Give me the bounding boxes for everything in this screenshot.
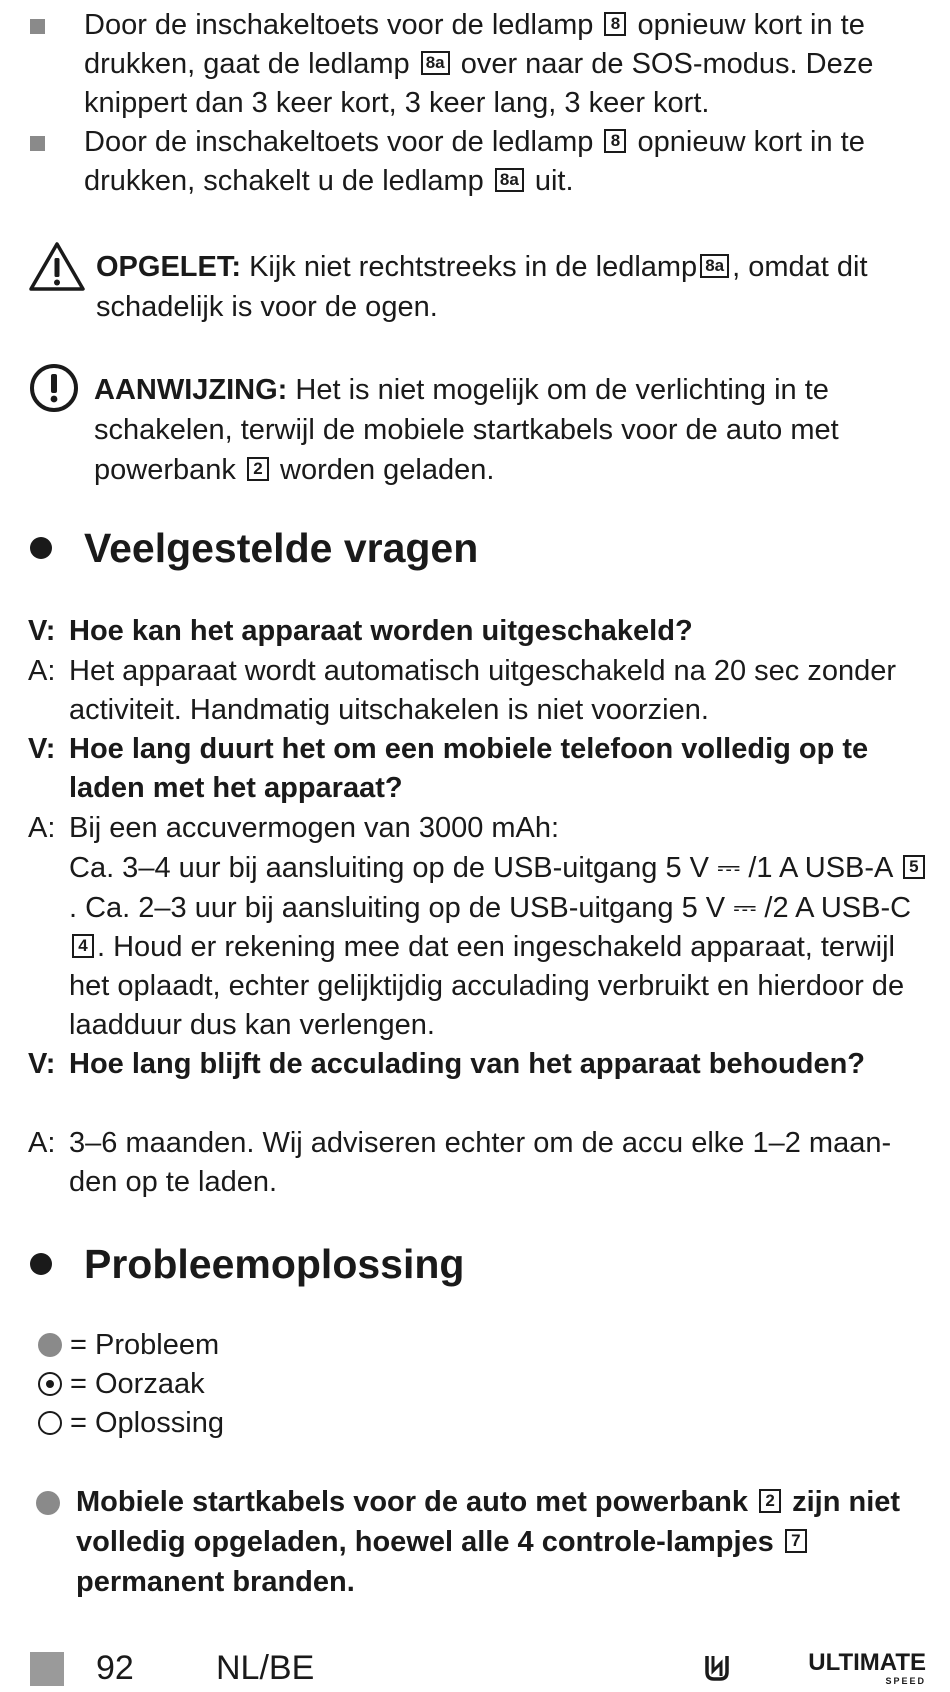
filled-circle-icon bbox=[36, 1491, 60, 1515]
faq-question: V: Hoe kan het apparaat worden uitgeschakeld? bbox=[28, 615, 693, 647]
answer-text: . Ca. 2–3 uur bij aansluiting op de USB-uitgang 5 V bbox=[69, 892, 726, 924]
legend-item-solution: = Oplossing bbox=[38, 1404, 224, 1443]
bullet-text: Door de inschakeltoets voor de ledlamp bbox=[84, 9, 594, 41]
problem-text: zijn niet volledig opgeladen, hoewel alle 4 controle-lampjes bbox=[76, 1486, 901, 1558]
brand-logo bbox=[686, 1648, 926, 1688]
warning-triangle-icon bbox=[28, 241, 86, 293]
notice-label: AANWIJZING: bbox=[94, 374, 288, 406]
heading-text: Veelgestelde vragen bbox=[84, 525, 479, 571]
part-ref-badge: 2 bbox=[247, 457, 269, 481]
warning-label: OPGELET: bbox=[96, 251, 242, 283]
legend-item-cause: = Oorzaak bbox=[38, 1365, 205, 1404]
empty-circle-icon bbox=[38, 1411, 62, 1435]
answer-text: /2 A USB-C bbox=[764, 892, 912, 924]
problem-text: Mobiele startkabels voor de auto met powerbank bbox=[76, 1486, 748, 1518]
bullet-text: opnieuw kort in te drukken, gaat de ledlamp bbox=[84, 9, 865, 80]
notice-text: Het is niet mogelijk om de verlichting in te schakelen, terwijl de mobiele startkabels voor de auto met powerbank bbox=[94, 374, 839, 486]
footer-square-icon bbox=[30, 1652, 64, 1686]
answer-text: Bij een accuvermogen van 3000 mAh: bbox=[69, 812, 560, 844]
dc-symbol-icon: ⎓ bbox=[733, 890, 757, 924]
filled-circle-icon bbox=[38, 1333, 62, 1357]
faq-question: V: Hoe lang blijft de acculading van het apparaat behouden? bbox=[28, 1048, 865, 1080]
section-heading-troubleshooting bbox=[30, 1240, 464, 1288]
ultimate-speed-logo-icon bbox=[702, 1652, 732, 1682]
faq-answer: A: 3–6 maanden. Wij adviseren echter om de accu elke 1–2 maan-den op te laden. bbox=[28, 1127, 892, 1198]
legend-item-problem: = Probleem bbox=[38, 1326, 219, 1365]
faq-answer: A: Bij een accuvermogen van 3000 mAh: Ca. 3–4 uur bij aansluiting op de USB-uitgang 5 V ⎓ /1 A USB-A 5. Ca. 2–3 uur bij aansluiting op de USB-uitgang 5 V ⎓ /2 A USB-C 4 . Houd er rekening mee dat een ingeschakeld apparaat, terwijl het oplaadt, echter gelijktijdig acculading verbruikt en hierdoor de laadduur dus kan verlengen. bbox=[28, 809, 928, 1045]
warning-text: , omdat dit schadelijk is voor de ogen. bbox=[96, 251, 868, 323]
language-code: NL/BE bbox=[216, 1649, 315, 1687]
bullet-text: opnieuw kort in te drukken, schakelt u de ledlamp bbox=[84, 126, 865, 197]
bullet-item-led-off bbox=[30, 123, 928, 201]
problem-item bbox=[36, 1482, 928, 1602]
answer-text: /1 A USB-A bbox=[748, 852, 892, 884]
bullet-text: over naar de SOS-modus. Deze knippert dan 3 keer kort, 3 keer lang, 3 keer kort. bbox=[84, 48, 874, 119]
bullet-text: uit. bbox=[534, 165, 574, 197]
problem-text: permanent branden. bbox=[76, 1566, 355, 1598]
notice-text: worden geladen. bbox=[280, 454, 495, 486]
page-number: 92 bbox=[96, 1649, 134, 1687]
notice-note bbox=[28, 370, 928, 490]
part-ref-badge: 5 bbox=[903, 855, 925, 879]
part-ref-badge: 4 bbox=[72, 934, 94, 958]
heading-text: Probleemoplossing bbox=[84, 1241, 465, 1287]
part-ref-badge: 8 bbox=[604, 129, 626, 153]
brand-name: ULTIMATE bbox=[808, 1649, 926, 1676]
answer-text: . Houd er rekening mee dat een ingeschakeld apparaat, terwijl het oplaadt, echter gelijktijdig acculading verbruikt en hierdoor de laadduur dus kan verlengen. bbox=[69, 931, 905, 1041]
bullet-text: Door de inschakeltoets voor de ledlamp bbox=[84, 126, 594, 158]
dotted-circle-icon bbox=[38, 1372, 62, 1396]
part-ref-badge: 8a bbox=[421, 51, 450, 75]
part-ref-badge: 8a bbox=[495, 168, 524, 192]
brand-subtitle: SPEED bbox=[885, 1676, 926, 1686]
bullet-square-icon bbox=[30, 136, 45, 151]
part-ref-badge: 2 bbox=[759, 1489, 781, 1513]
answer-text: Ca. 3–4 uur bij aansluiting op de USB-uitgang 5 V bbox=[69, 852, 710, 884]
bullet-item-sos-mode bbox=[30, 6, 928, 123]
part-ref-badge: 8 bbox=[604, 12, 626, 36]
heading-bullet-icon bbox=[30, 1253, 52, 1275]
faq-answer: A: Het apparaat wordt automatisch uitgeschakeld na 20 sec zonder activiteit. Handmatig uitschakelen is niet voorzien. bbox=[28, 655, 896, 726]
part-ref-badge: 7 bbox=[785, 1529, 807, 1553]
dc-symbol-icon: ⎓ bbox=[717, 850, 741, 884]
bullet-square-icon bbox=[30, 19, 45, 34]
heading-bullet-icon bbox=[30, 537, 52, 559]
faq-question: V: Hoe lang duurt het om een mobiele telefoon volledig op te laden met het apparaat? bbox=[28, 733, 869, 804]
warning-note bbox=[28, 247, 928, 327]
page-footer bbox=[30, 1648, 926, 1688]
section-heading-faq bbox=[30, 524, 478, 572]
exclamation-circle-icon bbox=[28, 362, 80, 414]
warning-text: Kijk niet rechtstreeks in de ledlamp bbox=[249, 251, 698, 283]
part-ref-badge: 8a bbox=[700, 254, 729, 278]
